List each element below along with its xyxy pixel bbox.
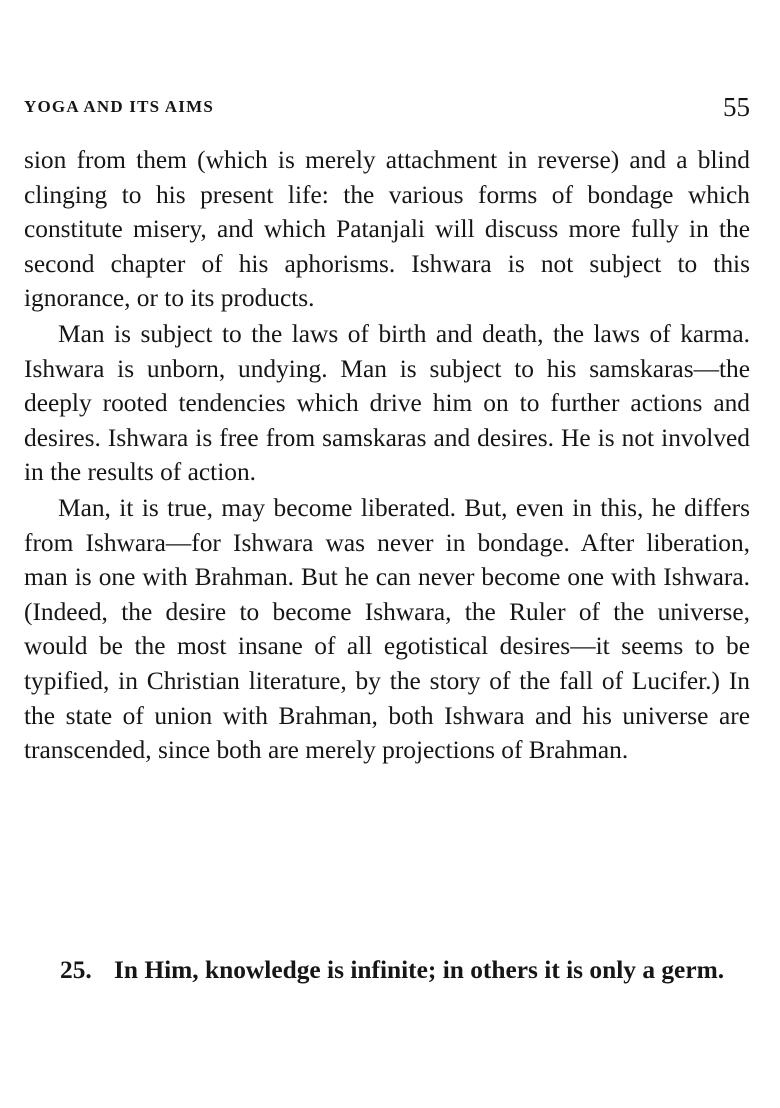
body-text: [24, 143, 750, 769]
paragraph: Man is subject to the laws of birth and death, the laws of karma. Ishwara is unborn, undying. Man is subject to his samskaras—the deeply rooted tendencies which drive him on to further actions and desires. Ishwara is free from samskaras and desires. He is not involved in the results of action.: [24, 319, 750, 487]
aphorism: [60, 953, 750, 987]
paragraph: Man, it is true, may become liberated. But, even in this, he differs from Ishwara—for Ishwara was never in bondage. After liberation, man is one with Brahman. But he can never become one with Ishwara. (Indeed, the desire to become Ishwara, the Ruler of the universe, would be the most insane of all egotistical desires—it seems to be typified, in Christian literature, by the story of the fall of Lucifer.) In the state of union with Brahman, both Ishwara and his universe are transcended, since both are merely projections of Brahman.: [24, 493, 750, 765]
aphorism-text: In Him, knowledge is infinite; in others it is only a germ.: [114, 956, 725, 984]
page-number: 55: [723, 92, 750, 122]
paragraph: sion from them (which is merely attachment in reverse) and a blind clinging to his present life: the various forms of bondage which constitute misery, and which Patanjali will discuss more fully in the second chapter of his aphorisms. Ishwara is not subject to this ignorance, or to its products.: [24, 146, 750, 313]
aphorism-number: 25.: [60, 956, 92, 984]
page-header: [24, 94, 750, 128]
running-head: YOGA AND ITS AIMS: [24, 97, 214, 116]
